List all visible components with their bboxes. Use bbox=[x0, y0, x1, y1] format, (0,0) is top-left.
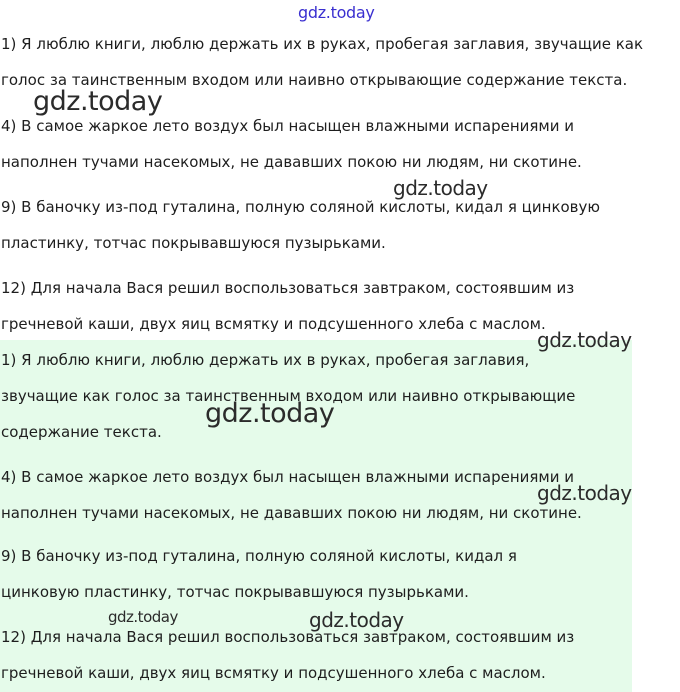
answer-paragraph-4-line-1: 4) В самое жаркое лето воздух был насыщен влажными испарениями и bbox=[1, 468, 574, 486]
answer-paragraph-9-line-2: цинковую пластинку, тотчас покрывавшуюся пузырьками. bbox=[1, 583, 469, 601]
watermark: gdz.today bbox=[393, 176, 488, 200]
task-paragraph-12-line-1: 12) Для начала Вася решил воспользоваться завтраком, состоявшим из bbox=[1, 279, 575, 297]
answer-paragraph-12-line-2: гречневой каши, двух яиц всмятку и подсушенного хлеба с маслом. bbox=[1, 664, 546, 682]
watermark: gdz.today bbox=[33, 86, 163, 117]
answer-paragraph-9-line-1: 9) В баночку из-под гуталина, полную соляной кислоты, кидал я bbox=[1, 547, 517, 565]
task-paragraph-12-line-2: гречневой каши, двух яиц всмятку и подсушенного хлеба с маслом. bbox=[1, 315, 546, 333]
task-paragraph-1-line-2: голос за таинственным входом или наивно открывающие содержание текста. bbox=[1, 71, 628, 89]
answer-paragraph-9 bbox=[1, 538, 517, 610]
answer-paragraph-1-line-1: 1) Я люблю книги, люблю держать их в руках, пробегая заглавия, bbox=[1, 351, 530, 369]
watermark: gdz.today bbox=[108, 608, 178, 626]
answer-paragraph-12-line-1: 12) Для начала Вася решил воспользоваться завтраком, состоявшим из bbox=[1, 628, 575, 646]
task-paragraph-9-line-2: пластинку, тотчас покрывавшуюся пузырьками. bbox=[1, 234, 386, 252]
answer-section bbox=[0, 340, 632, 692]
watermark: gdz.today bbox=[309, 608, 404, 632]
task-paragraph-1-line-1: 1) Я люблю книги, люблю держать их в руках, пробегая заглавия, звучащие как bbox=[1, 35, 644, 53]
task-paragraph-12 bbox=[1, 270, 574, 342]
answer-paragraph-4 bbox=[1, 459, 582, 531]
task-paragraph-4 bbox=[1, 108, 582, 180]
watermark: gdz.today bbox=[537, 328, 632, 352]
watermark: gdz.today bbox=[205, 398, 335, 429]
site-mark: gdz.today bbox=[298, 3, 375, 22]
watermark: gdz.today bbox=[537, 481, 632, 505]
answer-paragraph-4-line-2: наполнен тучами насекомых, не дававших покою ни людям, ни скотине. bbox=[1, 504, 582, 522]
task-paragraph-9-line-1: 9) В баночку из-под гуталина, полную соляной кислоты, кидал я цинковую bbox=[1, 198, 601, 216]
answer-paragraph-12 bbox=[1, 619, 574, 691]
answer-paragraph-1-line-2: звучащие как голос за таинственным входом или наивно открывающие bbox=[1, 387, 576, 405]
task-paragraph-4-line-1: 4) В самое жаркое лето воздух был насыщен влажными испарениями и bbox=[1, 117, 574, 135]
task-paragraph-4-line-2: наполнен тучами насекомых, не дававших покою ни людям, ни скотине. bbox=[1, 153, 582, 171]
task-paragraph-9 bbox=[1, 189, 600, 261]
answer-paragraph-1 bbox=[1, 342, 575, 450]
answer-paragraph-1-line-3: содержание текста. bbox=[1, 423, 162, 441]
